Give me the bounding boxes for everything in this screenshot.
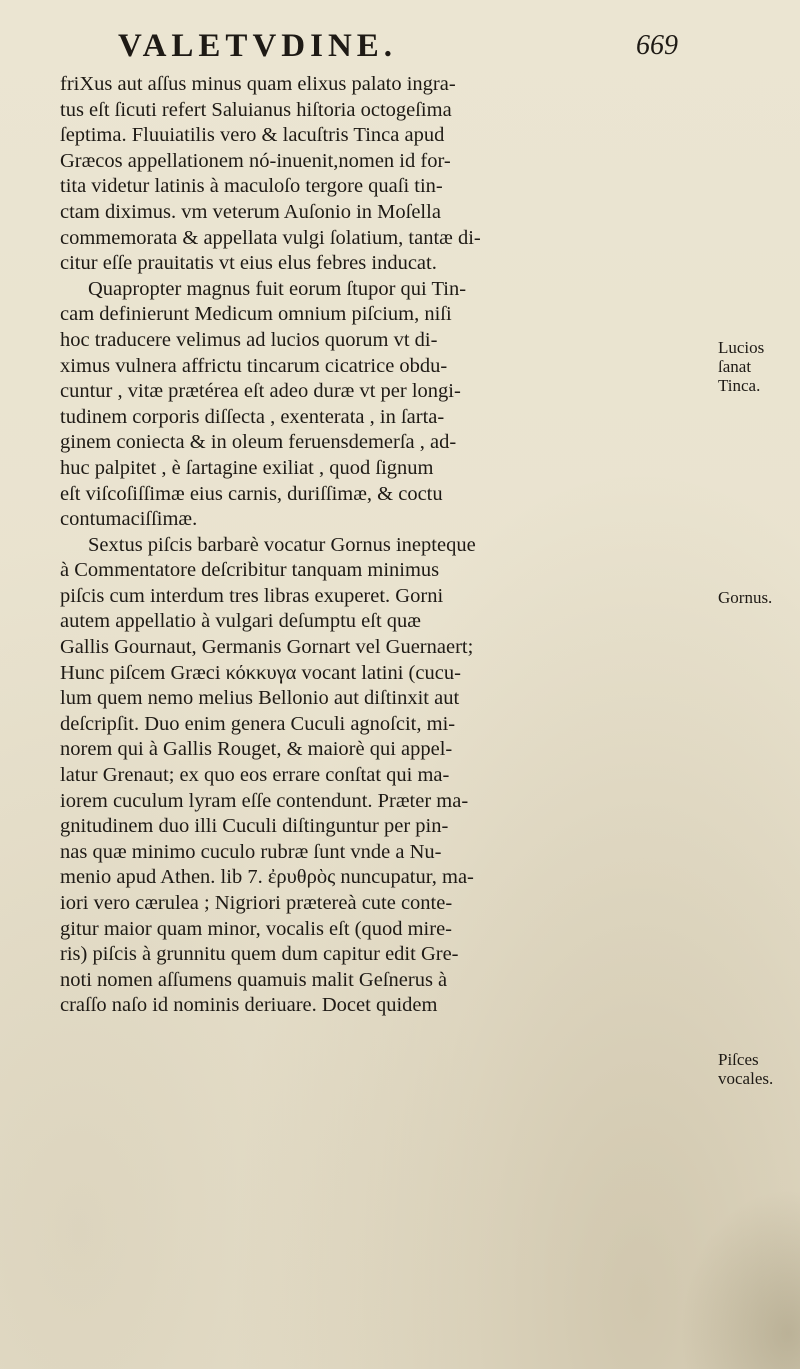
text-line: cuntur , vitæ prætérea eſt adeo duræ vt per longi- bbox=[60, 380, 461, 403]
margin-note-gornus bbox=[718, 588, 798, 607]
margin-note-lucius bbox=[718, 338, 798, 395]
text-line: craſſo naſo id nominis deriuare. Docet quidem bbox=[60, 994, 438, 1017]
text-line: ris) piſcis à grunnitu quem dum capitur edit Gre- bbox=[60, 943, 459, 966]
running-head bbox=[118, 28, 678, 68]
text-line: lum quem nemo melius Bellonio aut diſtinxit aut bbox=[60, 687, 460, 710]
margin-note-line: Gornus. bbox=[718, 588, 773, 607]
text-line: citur eſſe prauitatis vt eius elus febres inducat. bbox=[60, 252, 437, 275]
text-line: Sextus piſcis barbarè vocatur Gornus inepteque bbox=[88, 533, 476, 556]
text-line: huc palpitet , è ſartagine exiliat , quod ſignum bbox=[60, 456, 434, 479]
margin-note-line: vocales. bbox=[718, 1069, 774, 1088]
text-line: tita videtur latinis à maculoſo tergore quaſi tin- bbox=[60, 175, 443, 198]
text-line: noti nomen aſſumens quamuis malit Geſnerus à bbox=[60, 968, 448, 991]
text-line: cam definierunt Medicum omnium piſcium, niſi bbox=[60, 303, 452, 326]
margin-notes bbox=[718, 0, 798, 1369]
text-line: menio apud Athen. lib 7. ἐρυθρὸς nuncupatur, ma- bbox=[60, 866, 474, 889]
text-line: gnitudinem duo illi Cuculi diſtinguntur per pin- bbox=[60, 815, 449, 838]
margin-note-line: Tinca. bbox=[718, 376, 761, 395]
paper-stain bbox=[680, 1189, 800, 1369]
text-line: deſcripſit. Duo enim genera Cuculi agnoſcit, mi- bbox=[60, 712, 456, 735]
margin-note-line: Piſces bbox=[718, 1050, 759, 1069]
text-line: latur Grenaut; ex quo eos errare conſtat qui ma- bbox=[60, 764, 450, 787]
margin-note-line: ſanat bbox=[718, 357, 752, 376]
text-line: Græcos appellationem nó-inuenit,nomen id for- bbox=[60, 149, 451, 172]
text-line: iori vero cærulea ; Nigriori prætereà cute conte- bbox=[60, 892, 453, 914]
text-line: Gallis Gournaut, Germanis Gornart vel Guernaert; bbox=[60, 636, 474, 659]
text-line: friXus aut aſſus minus quam elixus palato ingra- bbox=[60, 73, 456, 95]
text-line: ximus vulnera affrictu tincarum cicatrice obdu- bbox=[60, 354, 448, 377]
text-line: Hunc piſcem Græci κόκκυγα vocant latini (cucu- bbox=[60, 661, 461, 684]
text-line: tudinem corporis diſſecta , exenterata , in ſarta- bbox=[60, 405, 445, 428]
text-line: hoc traducere velimus ad lucios quorum vt di- bbox=[60, 328, 438, 351]
text-line: nas quæ minimo cuculo rubræ ſunt vnde a Nu- bbox=[60, 840, 442, 863]
text-line: norem qui à Gallis Rouget, & maiorè qui appel- bbox=[60, 738, 453, 761]
margin-note-pisces bbox=[718, 1050, 798, 1088]
text-line: contumaciſſimæ. bbox=[60, 508, 198, 531]
running-title: VALETVDINE. bbox=[118, 28, 398, 64]
margin-note-line: Lucios bbox=[718, 338, 765, 357]
text-line: commemorata & appellata vulgi ſolatium, tantæ di- bbox=[60, 226, 481, 249]
text-line: piſcis cum interdum tres libras exuperet. Gorni bbox=[60, 584, 444, 607]
text-line: iorem cuculum lyram eſſe contendunt. Præter ma- bbox=[60, 789, 469, 812]
body-text bbox=[60, 72, 710, 1019]
text-line: gitur maior quam minor, vocalis eſt (quod mire- bbox=[60, 917, 453, 940]
text-line: Quapropter magnus fuit eorum ſtupor qui Tin- bbox=[88, 277, 467, 300]
text-line: ſeptima. Fluuiatilis vero & lacuſtris Tinca apud bbox=[60, 124, 445, 147]
text-line: autem appellatio à vulgari deſumptu eſt quæ bbox=[60, 610, 421, 633]
text-line: eſt viſcoſiſſimæ eius carnis, duriſſimæ, & coctu bbox=[60, 482, 443, 505]
text-line: ginem coniecta & in oleum feruensdemerſa , ad- bbox=[60, 431, 457, 454]
text-line: ctam diximus. vm veterum Auſonio in Moſella bbox=[60, 200, 441, 223]
page-number: 669 bbox=[636, 30, 678, 61]
text-line: à Commentatore deſcribitur tanquam minimus bbox=[60, 559, 440, 582]
text-line: tus eſt ſicuti refert Saluianus hiſtoria octogeſima bbox=[60, 98, 452, 121]
